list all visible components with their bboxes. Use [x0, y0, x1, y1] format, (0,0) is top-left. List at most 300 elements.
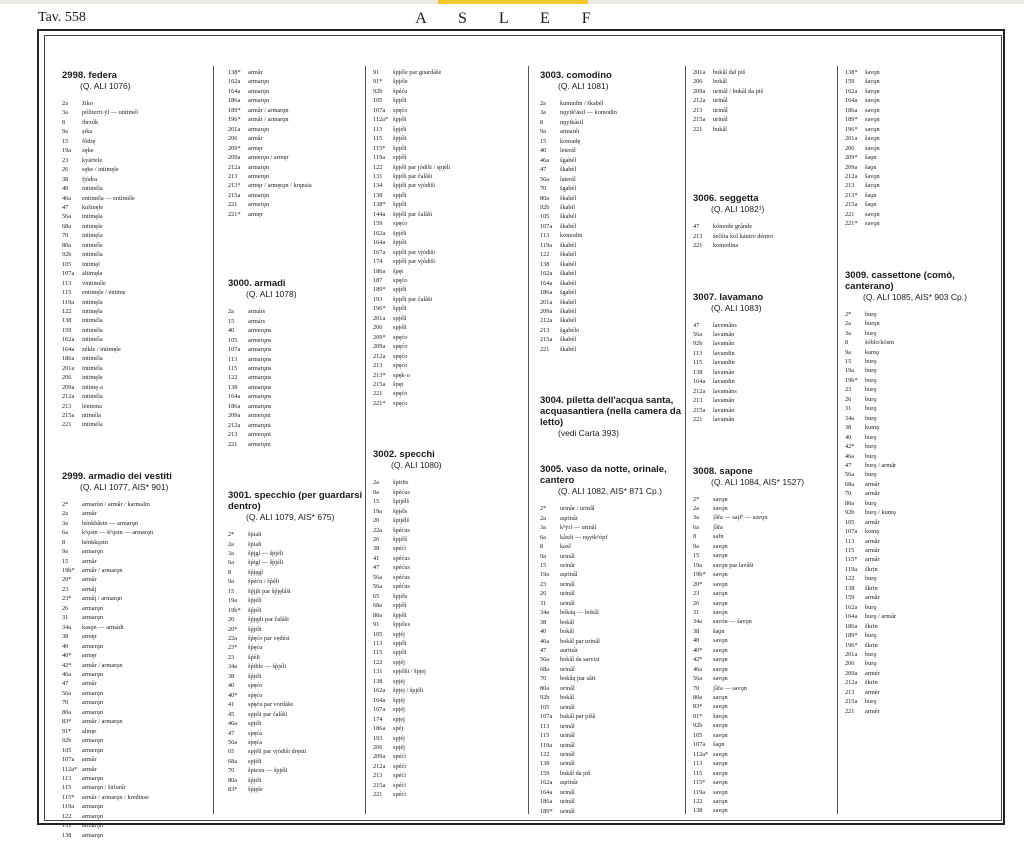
point-number: 56a [845, 471, 855, 479]
data-row [540, 759, 682, 768]
dialect-form: lavandin [713, 359, 735, 367]
dialect-form: armér [865, 688, 880, 696]
point-number: 164a [540, 279, 553, 287]
dialect-form: şika [82, 128, 93, 136]
data-row [845, 172, 1001, 181]
data-row [540, 326, 682, 335]
dialect-form: armâr / armarǫn [248, 106, 289, 114]
dialect-form: armâr [82, 680, 97, 688]
atlas-column [693, 68, 835, 823]
point-number: 122 [373, 658, 383, 666]
point-number: 40 [540, 147, 547, 155]
data-row [540, 99, 682, 108]
point-number: 112a* [62, 765, 78, 773]
dialect-form: savǫn [713, 750, 728, 758]
data-row [373, 478, 525, 487]
data-row [540, 618, 682, 627]
data-row [228, 181, 363, 190]
point-number: 3a [845, 329, 851, 337]
dialect-form: šavǫn [865, 135, 880, 143]
entry-title: 3007. lavamano [693, 291, 764, 303]
data-row [540, 722, 682, 731]
point-number: 212a [228, 163, 241, 171]
data-row [62, 613, 210, 622]
point-number: 174 [373, 258, 383, 266]
dialect-form: intiméla [82, 317, 103, 325]
dialect-form: špjéli par jódiši / spjéli [393, 163, 451, 171]
data-row [373, 686, 525, 695]
dialect-form: bukâl par pišâ [560, 713, 596, 721]
data-row [62, 585, 210, 594]
point-number: 196* [373, 305, 386, 313]
dialect-form: armarǫn [82, 548, 103, 556]
point-number: 221* [845, 220, 858, 228]
data-row [228, 596, 363, 605]
point-number: 221 [373, 791, 383, 799]
dialect-form: burǫ [865, 452, 877, 460]
dialect-form: urinâl [560, 590, 575, 598]
data-row [693, 740, 835, 749]
data-row [62, 698, 210, 707]
point-number: 174 [373, 715, 383, 723]
data-row [228, 719, 363, 728]
dialect-form: intimę·a [82, 383, 103, 391]
dialect-form: savǫn [713, 656, 728, 664]
point-number: 221 [693, 242, 703, 250]
data-row [228, 191, 363, 200]
dialect-form: šṕjéli [248, 776, 262, 784]
point-number: 80a [540, 194, 550, 202]
dialect-form: šṕįęgl [248, 568, 264, 576]
point-number: 47 [373, 564, 380, 572]
dialect-form: armarǫns [248, 355, 272, 363]
entry-title: 2998. federa [62, 70, 117, 81]
point-number: 115* [373, 144, 386, 152]
point-number: 34a [540, 609, 550, 617]
point-number: 162a [228, 78, 241, 86]
entry-source: (Q. ALI 1081) [558, 81, 609, 91]
data-row [845, 219, 1001, 228]
dialect-form: hénkkǫstn [82, 538, 108, 546]
point-number: 189* [228, 106, 241, 114]
point-number: 23 [228, 653, 235, 661]
dialect-form: burǫ / armâr [865, 613, 897, 621]
data-row [373, 380, 525, 389]
dialect-form: savǫn [865, 106, 880, 114]
dialect-form: armarǫn / šūfunîr [82, 784, 126, 792]
dialect-form: špęt [393, 267, 404, 275]
data-row [373, 96, 525, 105]
dialect-form: armęr [248, 210, 263, 218]
dialect-form: burǫ [865, 329, 877, 337]
point-number: 119a [540, 741, 553, 749]
dialect-form: savǫn [713, 798, 728, 806]
point-number: 19b* [845, 376, 858, 384]
data-row [540, 599, 682, 608]
dialect-form: savǫn [865, 125, 880, 133]
data-row [228, 440, 363, 449]
point-number: 40 [693, 637, 700, 645]
point-number: 46a [693, 665, 703, 673]
point-number: 22a [373, 526, 383, 534]
map-entry [540, 70, 682, 354]
dialect-form: škabil [560, 203, 576, 211]
data-row [693, 778, 835, 787]
data-row [373, 276, 525, 285]
entry-title: 3000. armadi [228, 278, 286, 290]
dialect-form: spęćo [248, 682, 263, 690]
point-number: 122 [540, 751, 550, 759]
point-number: 40 [62, 642, 69, 650]
data-row [693, 321, 835, 330]
data-row [62, 411, 210, 420]
data-row [845, 68, 1001, 77]
data-row [62, 566, 210, 575]
data-row [62, 241, 210, 250]
point-number: 107a [845, 528, 858, 536]
dialect-form: intiméla [82, 336, 103, 344]
point-number: 105 [693, 731, 703, 739]
dialect-form: ʃâfa — savǫn [713, 684, 747, 692]
data-row [62, 717, 210, 726]
point-number: 2a [845, 320, 851, 328]
point-number: 186a [373, 725, 386, 733]
data-row [62, 575, 210, 584]
dialect-form: spéći [393, 772, 406, 780]
point-number: 167a [373, 706, 386, 714]
dialect-form: spjéli [393, 324, 407, 332]
point-number: 23 [845, 386, 852, 394]
data-row [540, 514, 682, 523]
data-row [373, 77, 525, 86]
data-row [373, 314, 525, 323]
dialect-form: šaǫn [865, 191, 877, 199]
point-number: 189* [373, 286, 386, 294]
dialect-form: šṕjéli [248, 606, 262, 614]
dialect-form: spéćus [393, 583, 410, 591]
dialect-form: armarǫns [248, 383, 272, 391]
dialect-form: spęćo [248, 691, 263, 699]
dialect-form: savǫn [713, 590, 728, 598]
dialect-form: savǫn [865, 220, 880, 228]
dialect-form: šṕęćo par vędési [248, 635, 290, 643]
dialect-form: škabél [560, 307, 577, 315]
dialect-form: šóblo/kóstn [865, 339, 895, 347]
point-number: 115 [845, 547, 855, 555]
point-number: 56a [228, 739, 238, 747]
point-number: 201a [540, 298, 553, 306]
dialect-form: špjéli [393, 229, 407, 237]
dialect-form: špjéli [393, 201, 407, 209]
dialect-form: šṕjéli [248, 625, 262, 633]
dialect-form: savǫn [865, 210, 880, 218]
dialect-form: šavǫn [865, 172, 880, 180]
data-row [845, 659, 1001, 668]
dialect-form: bukâl da piš [560, 769, 591, 777]
dialect-form: armęr [248, 144, 263, 152]
point-number: 206 [845, 144, 855, 152]
data-row [540, 589, 682, 598]
data-row [373, 285, 525, 294]
data-row [228, 577, 363, 586]
entry-source: (vedi Carta 393) [558, 428, 619, 439]
data-row [540, 288, 682, 297]
point-number: 9a [540, 128, 546, 136]
point-number: 209a [540, 307, 553, 315]
data-row [693, 513, 835, 522]
point-number: 186a [540, 289, 553, 297]
dialect-form: armarǫn [248, 87, 269, 95]
point-number: 213 [693, 397, 703, 405]
point-number: 138 [845, 584, 855, 592]
entry-title: 3005. vaso da notte, orinale, cantero [540, 464, 667, 487]
dialect-form: šaǫn [865, 163, 877, 171]
data-row [228, 757, 363, 766]
data-row [228, 134, 363, 143]
data-row [540, 655, 682, 664]
dialect-form: burǫn [865, 320, 880, 328]
map-entry [373, 68, 525, 408]
point-number: 65 [228, 748, 235, 756]
dialect-form: špiexu — špjéli [248, 767, 288, 775]
data-row [693, 589, 835, 598]
data-row [540, 750, 682, 759]
data-row [62, 793, 210, 802]
data-row [228, 163, 363, 172]
dialect-form: komudę [560, 137, 581, 145]
data-row [693, 396, 835, 405]
dialect-form: urinâl [560, 599, 575, 607]
data-row [373, 333, 525, 342]
point-number: 6a [62, 529, 68, 537]
point-number: 56a [693, 330, 703, 338]
dialect-form: šṕjįli par šṕjęlâši [248, 587, 291, 595]
point-number: 22a [228, 635, 238, 643]
data-row [540, 637, 682, 646]
point-number: 23 [540, 580, 547, 588]
dialect-form: škabél [560, 279, 577, 287]
dialect-form: armarǫn [82, 708, 103, 716]
data-row [373, 544, 525, 553]
section-gap [228, 456, 363, 490]
point-number: 46a [228, 720, 238, 728]
point-number: 196* [228, 116, 241, 124]
data-row [845, 697, 1001, 706]
data-row [845, 537, 1001, 546]
dialect-form: armér [865, 707, 880, 715]
point-number: 215a [62, 411, 75, 419]
data-row [845, 669, 1001, 678]
point-number: 209* [373, 333, 386, 341]
point-number: 162a [540, 779, 553, 787]
dialect-form: ʃâfa — saįfʰ — savǫn [713, 514, 768, 522]
data-row [693, 570, 835, 579]
dialect-form: armâr [865, 537, 880, 545]
data-row [373, 153, 525, 162]
data-row [693, 788, 835, 797]
dialect-form: šgabél [560, 156, 577, 164]
data-row [693, 222, 835, 231]
data-row [693, 68, 835, 77]
point-number: 40 [228, 327, 235, 335]
dialect-form: urinâl [560, 580, 575, 588]
data-row [62, 689, 210, 698]
data-row [62, 165, 210, 174]
dialect-form: urinâl [560, 703, 575, 711]
data-row [540, 542, 682, 551]
data-row [373, 516, 525, 525]
point-number: 201a [693, 69, 706, 76]
point-number: 9a [62, 128, 68, 136]
data-row [845, 310, 1001, 319]
dialect-form: armarǫn [82, 775, 103, 782]
data-row [228, 691, 363, 700]
point-number: 162a [373, 229, 386, 237]
dialect-form: armarǫns [248, 402, 272, 410]
data-row [62, 260, 210, 269]
data-row [373, 790, 525, 799]
column-rule [528, 66, 529, 814]
data-row [373, 601, 525, 610]
dialect-form: armárs [248, 308, 266, 316]
data-row [540, 298, 682, 307]
data-row [228, 747, 363, 756]
dialect-form: šavǫn [865, 69, 880, 76]
data-row [228, 530, 363, 539]
data-row [373, 163, 525, 172]
data-row [693, 415, 835, 424]
data-row [62, 127, 210, 136]
point-number: 213* [373, 371, 386, 379]
dialect-form: burǫ [865, 395, 877, 403]
data-row [540, 307, 682, 316]
data-row [540, 269, 682, 278]
map-entry [693, 292, 835, 425]
dialect-form: spjéli [393, 649, 407, 657]
dialect-form: savǫn [713, 769, 728, 777]
data-row [845, 348, 1001, 357]
dialect-form: armerǫni [248, 412, 271, 420]
data-row [540, 523, 682, 532]
point-number: 138 [540, 760, 550, 768]
data-row [62, 774, 210, 783]
dialect-form: savǫn [713, 665, 728, 673]
point-number: 15 [62, 137, 69, 145]
data-row [373, 200, 525, 209]
dialect-form: bokâl da sarvisi [560, 656, 600, 664]
data-row [845, 470, 1001, 479]
data-row [540, 684, 682, 693]
data-row [540, 194, 682, 203]
point-number: 159 [62, 326, 72, 334]
dialect-form: spęća [248, 729, 262, 737]
point-number: 221* [373, 399, 386, 407]
point-number: 3a [693, 514, 699, 522]
data-row [373, 219, 525, 228]
dialect-form: savǫn [713, 788, 728, 796]
data-row [540, 646, 682, 655]
point-number: 68a [540, 665, 550, 673]
data-row [693, 627, 835, 636]
data-row [845, 688, 1001, 697]
data-row [62, 519, 210, 528]
point-number: 80a [373, 611, 383, 619]
point-number: 122 [373, 163, 383, 171]
point-number: 80a [693, 694, 703, 702]
dialect-form: urinâl [560, 665, 575, 673]
point-number: 41 [228, 701, 235, 709]
point-number: 31 [693, 608, 700, 616]
dialect-form: armâr [82, 756, 97, 764]
dialect-form: burǫ [865, 376, 877, 384]
dialect-form: šaǫn [713, 627, 725, 635]
point-number: 2* [540, 505, 547, 513]
point-number: 8 [540, 118, 544, 126]
point-number: 26 [540, 590, 547, 598]
point-number: 215a [228, 191, 241, 199]
point-number: 159 [373, 220, 383, 228]
point-number: 212a [540, 317, 553, 325]
data-row [373, 87, 525, 96]
dialect-form: burǫ [865, 632, 877, 640]
dialect-form: savǫn [713, 722, 728, 730]
point-number: 138* [228, 69, 241, 76]
point-number: 31 [540, 599, 547, 607]
data-row [228, 87, 363, 96]
point-number: 70 [62, 699, 69, 707]
dialect-form: armarǫn [82, 604, 103, 612]
data-row [228, 776, 363, 785]
data-row [62, 831, 210, 840]
point-number: 213* [228, 182, 241, 190]
point-number: 209a [373, 753, 386, 761]
dialect-form: škabél [560, 213, 577, 221]
data-row [845, 433, 1001, 442]
point-number: 164a [228, 87, 241, 95]
data-row [228, 643, 363, 652]
dialect-form: spjéj [393, 734, 405, 742]
point-number: 213 [62, 402, 72, 410]
point-number: 3a [228, 549, 234, 557]
dialect-form: entiméla — entiméle [82, 194, 135, 202]
point-number: 138 [373, 677, 383, 685]
point-number: 40 [62, 185, 69, 193]
data-row [845, 404, 1001, 413]
dialect-form: urinâl [560, 760, 575, 768]
point-number: 19a [845, 367, 855, 375]
point-number: 206 [693, 78, 703, 86]
point-number: 212a [845, 679, 858, 687]
data-row [373, 677, 525, 686]
dialect-form: armárs [248, 317, 266, 325]
dialect-form: šṕęću [248, 644, 263, 652]
dialect-form: spjéli [248, 757, 262, 765]
dialect-form: armęr / armęrǫn / kręnsia [248, 182, 312, 190]
dialect-form: urinâl [560, 722, 575, 730]
point-number: 2a [540, 514, 546, 522]
point-number: 138* [373, 201, 386, 209]
data-row [373, 125, 525, 134]
point-number: 91* [373, 78, 383, 86]
point-number: 115 [540, 732, 550, 740]
data-row [373, 144, 525, 153]
data-row [62, 604, 210, 613]
dialect-form: spéći [393, 753, 406, 761]
point-number: 2a [62, 510, 68, 518]
point-number: 186a [228, 97, 241, 105]
dialect-form: ʃâfa [713, 523, 723, 531]
dialect-form: savǫn [713, 599, 728, 607]
